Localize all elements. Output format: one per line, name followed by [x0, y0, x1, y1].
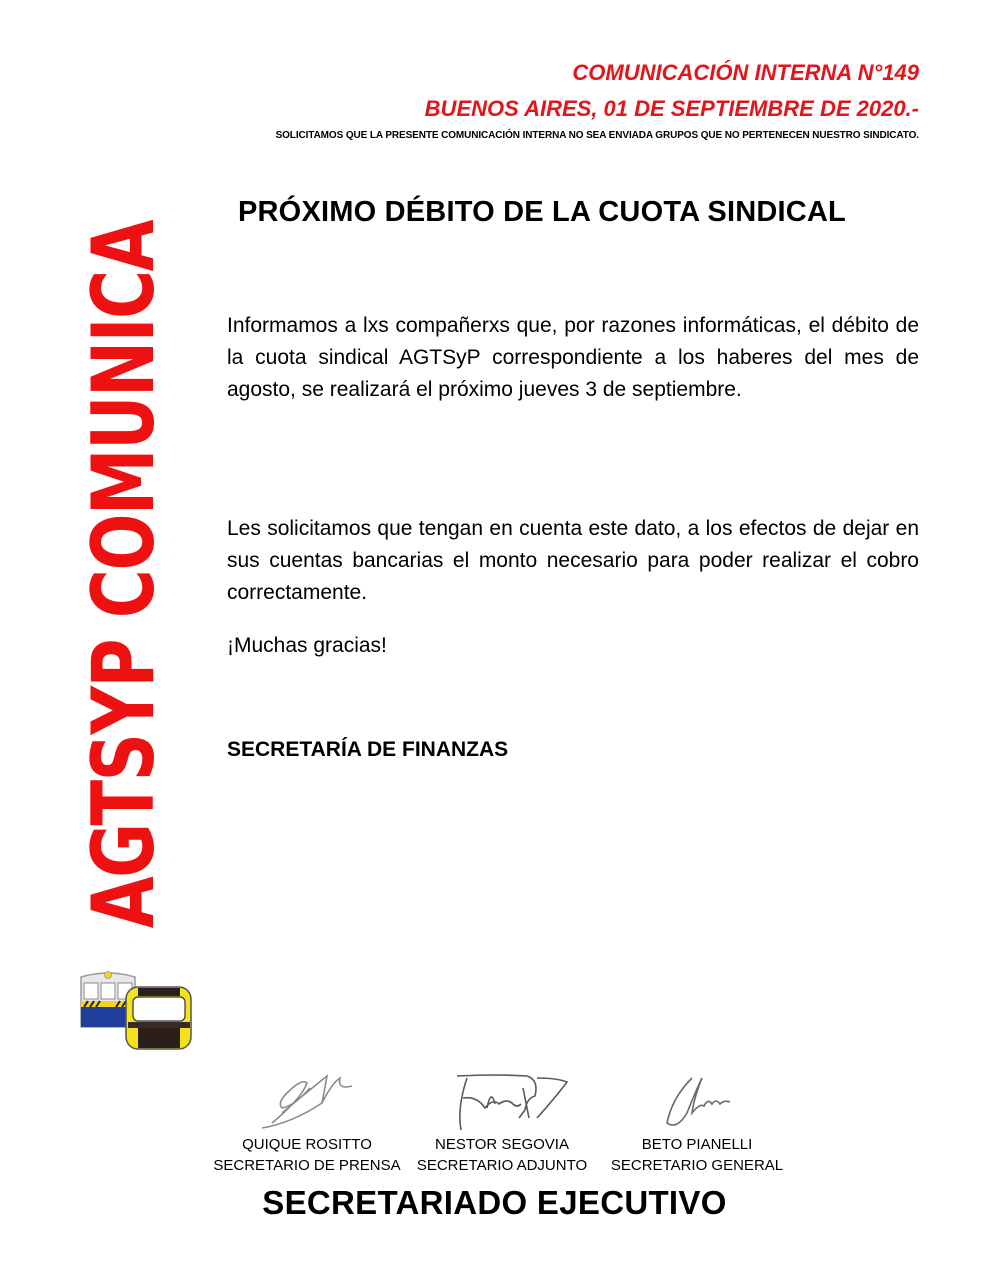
paragraph-request: Les solicitamos que tengan en cuenta este dato, a los efectos de dejar en sus cuentas bancarias el monto necesario para poder realizar el cobro correctamente. — [227, 517, 919, 604]
distribution-notice: SOLICITAMOS QUE LA PRESENTE COMUNICACIÓN INTERNA NO SEA ENVIADA GRUPOS QUE NO PERTENECEN NUESTRO SINDICATO. — [275, 130, 919, 141]
signatory-role: SECRETARIO GENERAL — [610, 1157, 784, 1174]
paragraph-debit-notice: Informamos a lxs compañerxs que, por razones informáticas, el débito de la cuota sindical AGTSyP correspondiente a los haberes del mes de agosto, se realizará el próximo jueves 3 de septiembre. — [227, 314, 919, 401]
signatory-prensa — [212, 1068, 402, 1176]
footer-title: SECRETARIADO EJECUTIVO — [262, 1184, 727, 1221]
signatory-general — [602, 1068, 792, 1176]
signatory-adjunto — [407, 1068, 597, 1176]
signatory-name: NESTOR SEGOVIA — [435, 1136, 569, 1153]
agtsyp-logo — [74, 195, 174, 955]
signatory-name: QUIQUE ROSITTO — [242, 1136, 372, 1153]
signature-icon — [232, 1068, 382, 1134]
signature-icon — [427, 1068, 577, 1134]
signatory-role: SECRETARIO DE PRENSA — [213, 1157, 401, 1174]
signatory-name: BETO PIANELLI — [641, 1136, 753, 1153]
signatory-role: SECRETARIO ADJUNTO — [416, 1157, 588, 1174]
document-title: PRÓXIMO DÉBITO DE LA CUOTA SINDICAL — [238, 196, 846, 228]
logo-text — [74, 195, 174, 955]
logo-wordmark: AGTSYP COMUNICA — [74, 221, 174, 929]
paragraph-thanks: ¡Muchas gracias! — [227, 634, 387, 657]
signoff-department: SECRETARÍA DE FINANZAS — [227, 738, 509, 761]
memo-number: COMUNICACIÓN INTERNA N°149 — [572, 60, 919, 85]
signature-icon — [622, 1068, 772, 1134]
place-date: BUENOS AIRES, 01 DE SEPTIEMBRE DE 2020.- — [424, 96, 919, 121]
train-icon — [78, 965, 198, 1050]
signatures-block — [212, 1068, 792, 1183]
